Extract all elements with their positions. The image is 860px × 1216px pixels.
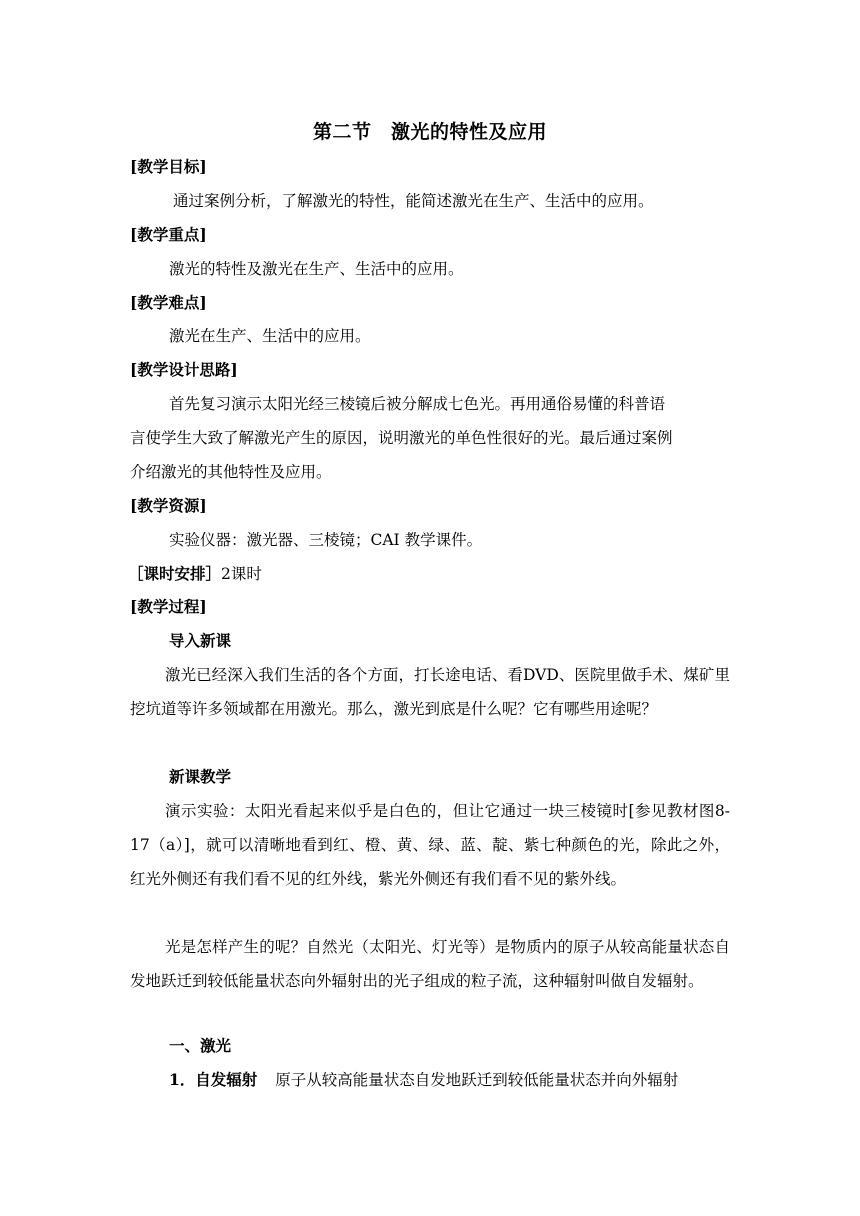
difficulties-text: 激光在生产、生活中的应用。 <box>169 327 371 345</box>
resources-heading: [教学资源] <box>130 496 207 515</box>
page-title: 第二节 激光的特性及应用 <box>312 121 547 143</box>
design-line-1: 首先复习演示太阳光经三棱镜后被分解成七色光。再用通俗易懂的科普语 <box>169 395 666 413</box>
demo-paragraph: 演示实验：太阳光看起来似乎是白色的，但让它通过一块三棱镜时[参见教材图8-17（a）]，就可以清晰地看到红、橙、黄、绿、蓝、靛、紫七种颜色的光，除此之外，红光外侧还有我们看不见的红外线，紫光外侧还有我们看不见的紫外线。 <box>130 802 730 888</box>
item1-line <box>169 1070 678 1090</box>
design-line-3: 介绍激光的其他特性及应用。 <box>130 463 332 481</box>
origin-paragraph: 光是怎样产生的呢？自然光（太阳光、灯光等）是物质内的原子从较高能量状态自发地跃迁到较低能量状态向外辐射出的光子组成的粒子流，这种辐射叫做自发辐射。 <box>130 938 730 990</box>
item1-text: 原子从较高能量状态自发地跃迁到较低能量状态并向外辐射 <box>275 1071 679 1089</box>
intro-heading: 导入新课 <box>169 631 232 650</box>
difficulties-heading: [教学难点] <box>130 293 207 312</box>
process-heading: [教学过程] <box>130 597 207 616</box>
new-lesson-heading: 新课教学 <box>169 767 232 786</box>
item1-label: 1．自发辐射 <box>169 1070 258 1089</box>
schedule-line <box>128 564 262 584</box>
intro-paragraph: 激光已经深入我们生活的各个方面，打长途电话、看DVD、医院里做手术、煤矿里挖坑道等许多领域都在用激光。那么，激光到底是什么呢？它有哪些用途呢？ <box>130 666 730 718</box>
schedule-text: 2课时 <box>221 565 262 583</box>
section1-heading: 一、激光 <box>169 1036 232 1055</box>
objective-text: 通过案例分析，了解激光的特性，能简述激光在生产、生活中的应用。 <box>173 192 654 210</box>
key-points-heading: [教学重点] <box>130 225 207 244</box>
key-points-text: 激光的特性及激光在生产、生活中的应用。 <box>169 260 464 278</box>
resources-text: 实验仪器：激光器、三棱镜；CAI 教学课件。 <box>169 531 483 549</box>
design-line-2: 言使学生大致了解激光产生的原因，说明激光的单色性很好的光。最后通过案例 <box>130 429 673 447</box>
schedule-heading: ［课时安排］ <box>128 564 222 583</box>
objective-heading: [教学目标] <box>130 157 207 176</box>
design-heading: [教学设计思路] <box>130 360 238 379</box>
